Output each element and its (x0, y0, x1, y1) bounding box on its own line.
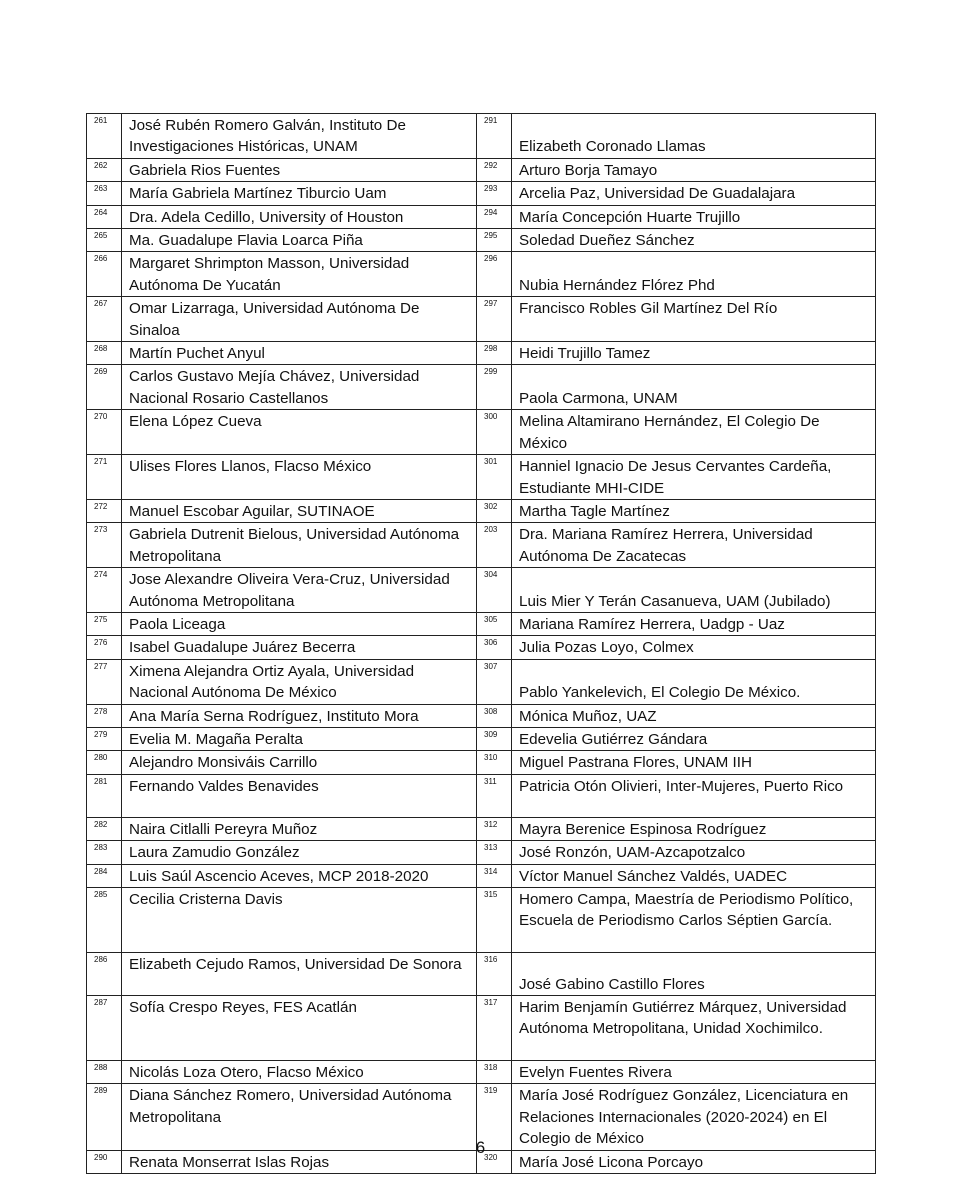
signatory-name-text: Martín Puchet Anyul (129, 345, 265, 363)
signatory-name-text: Nubia Hernández Flórez Phd (519, 276, 715, 294)
signatory-name-text: Francisco Robles Gil Martínez Del Río (519, 300, 778, 318)
signatory-number-text: 287 (94, 998, 108, 1007)
signatory-name (512, 774, 876, 817)
table-row (87, 841, 876, 864)
signatory-number-text: 317 (484, 998, 498, 1007)
signatories-table-body (87, 114, 876, 1174)
signatory-number (477, 953, 512, 996)
table-row (87, 1061, 876, 1084)
signatory-name (122, 158, 477, 181)
signatory-number-text: 278 (94, 706, 108, 716)
signatory-number-text: 320 (484, 1152, 498, 1162)
signatory-number (477, 410, 512, 455)
signatory-number (477, 864, 512, 887)
signatory-name (122, 659, 477, 704)
signatory-name (512, 612, 876, 635)
signatory-name (122, 817, 477, 840)
signatory-number (477, 342, 512, 365)
table-row (87, 365, 876, 410)
table-row (87, 229, 876, 252)
signatory-number (87, 205, 122, 228)
signatory-number (87, 704, 122, 727)
signatory-number-text: 298 (484, 344, 498, 354)
signatory-name-text: Dra. Adela Cedillo, University of Houston (129, 208, 404, 226)
signatory-number-text: 296 (484, 254, 498, 264)
signatory-number (477, 841, 512, 864)
table-row (87, 205, 876, 228)
table-row (87, 817, 876, 840)
table-row (87, 410, 876, 455)
signatory-number (477, 751, 512, 774)
signatory-name-text: Evelia M. Magaña Peralta (129, 730, 303, 748)
signatory-number-text: 276 (94, 638, 108, 648)
signatory-number-text: 310 (484, 753, 498, 763)
signatory-name-text: Martha Tagle Martínez (519, 502, 670, 520)
signatory-name (512, 182, 876, 205)
signatory-name-text: Cecilia Cristerna Davis (129, 891, 283, 908)
signatory-name-text: Alejandro Monsiváis Carrillo (129, 754, 318, 772)
signatory-name-text: Luis Mier Y Terán Casanueva, UAM (Jubilado) (519, 592, 831, 610)
signatory-number-text: 280 (94, 753, 108, 763)
signatory-name-text: Elizabeth Coronado Llamas (519, 138, 706, 156)
signatory-name (512, 636, 876, 659)
signatory-number-text: 265 (94, 231, 108, 241)
signatory-number-text: 301 (484, 457, 498, 467)
signatory-name-text: Arcelia Paz, Universidad De Guadalajara (519, 185, 796, 203)
signatory-number-text: 289 (94, 1086, 108, 1096)
signatory-name-text: Víctor Manuel Sánchez Valdés, UADEC (519, 867, 788, 885)
signatory-name-text: Isabel Guadalupe Juárez Becerra (129, 639, 356, 657)
table-row (87, 888, 876, 953)
signatory-number (477, 659, 512, 704)
signatory-number (87, 410, 122, 455)
signatory-name (122, 727, 477, 750)
signatory-name-text: Naira Citlalli Pereyra Muñoz (129, 820, 318, 838)
signatory-number (87, 636, 122, 659)
signatory-name-text: Luis Saúl Ascencio Aceves, MCP 2018-2020 (129, 867, 429, 885)
signatory-number-text: 203 (484, 525, 498, 535)
signatory-number-text: 264 (94, 207, 108, 217)
table-row (87, 636, 876, 659)
signatory-number (477, 1061, 512, 1084)
signatory-number (87, 252, 122, 297)
signatory-number-text: 262 (94, 160, 108, 170)
signatory-number-text: 263 (94, 184, 108, 194)
signatory-number (87, 996, 122, 1061)
signatory-number (477, 888, 512, 953)
signatory-number-text: 274 (94, 570, 108, 580)
signatory-number (87, 455, 122, 500)
signatory-number (477, 636, 512, 659)
signatory-number-text: 311 (484, 776, 497, 786)
signatory-number (87, 158, 122, 181)
signatory-number (477, 774, 512, 817)
signatory-name (512, 704, 876, 727)
table-row (87, 499, 876, 522)
table-row (87, 297, 876, 342)
signatory-name (122, 1061, 477, 1084)
signatory-name (512, 727, 876, 750)
table-row (87, 704, 876, 727)
signatory-name-text: Carlos Gustavo Mejía Chávez, Universidad Nacional Rosario Castellanos (129, 368, 420, 407)
signatory-name (512, 817, 876, 840)
signatory-number-text: 268 (94, 344, 108, 354)
signatory-name (122, 841, 477, 864)
signatory-name-text: José Rubén Romero Galván, Instituto De Investigaciones Históricas, UNAM (129, 117, 406, 156)
signatory-number-text: 285 (94, 890, 108, 899)
signatory-name-text: Heidi Trujillo Tamez (519, 345, 651, 363)
signatory-name (512, 659, 876, 704)
table-row (87, 455, 876, 500)
signatory-name (512, 953, 876, 996)
signatory-number (477, 996, 512, 1061)
signatory-name-text: Paola Carmona, UNAM (519, 389, 678, 407)
signatory-number (87, 297, 122, 342)
signatory-number-text: 293 (484, 184, 498, 194)
signatory-number (477, 523, 512, 568)
signatory-number-text: 284 (94, 866, 108, 876)
signatory-number-text: 269 (94, 367, 108, 377)
signatory-number-text: 279 (94, 729, 108, 739)
table-row (87, 751, 876, 774)
signatory-number-text: 312 (484, 819, 498, 829)
signatory-name (512, 205, 876, 228)
signatory-number (477, 229, 512, 252)
table-row (87, 659, 876, 704)
signatory-name (122, 996, 477, 1061)
table-row (87, 114, 876, 159)
signatory-number-text: 277 (94, 661, 108, 671)
signatory-number (87, 114, 122, 159)
signatory-name (122, 229, 477, 252)
table-row (87, 523, 876, 568)
signatory-number (87, 751, 122, 774)
signatory-name (122, 342, 477, 365)
signatory-name-text: Ma. Guadalupe Flavia Loarca Piña (129, 232, 363, 250)
signatory-number-text: 288 (94, 1063, 108, 1072)
signatory-name (512, 410, 876, 455)
signatory-name-text: Miguel Pastrana Flores, UNAM IIH (519, 754, 752, 772)
signatory-number (87, 817, 122, 840)
signatory-number (87, 182, 122, 205)
signatory-name (512, 252, 876, 297)
signatory-number-text: 308 (484, 706, 498, 716)
signatory-number-text: 275 (94, 614, 108, 624)
signatory-name-text: Fernando Valdes Benavides (129, 777, 319, 795)
signatory-name (122, 636, 477, 659)
signatory-number (87, 499, 122, 522)
signatory-name (512, 455, 876, 500)
signatory-name (512, 499, 876, 522)
signatory-name (122, 182, 477, 205)
signatory-number (87, 953, 122, 996)
signatory-number-text: 300 (484, 412, 498, 422)
signatory-number-text: 272 (94, 501, 108, 511)
signatory-number (87, 229, 122, 252)
signatory-number-text: 314 (484, 866, 498, 876)
signatory-number (477, 612, 512, 635)
signatory-name (122, 864, 477, 887)
signatory-name (122, 888, 477, 953)
signatory-number-text: 316 (484, 955, 498, 964)
signatory-number (87, 774, 122, 817)
signatory-name-text: Jose Alexandre Oliveira Vera-Cruz, Universidad Autónoma Metropolitana (129, 571, 450, 610)
table-row (87, 864, 876, 887)
signatory-number-text: 297 (484, 299, 498, 309)
signatory-name-text: José Ronzón, UAM-Azcapotzalco (519, 844, 746, 862)
signatory-name (122, 774, 477, 817)
signatory-name-text: María Concepción Huarte Trujillo (519, 208, 741, 226)
signatory-number-text: 270 (94, 412, 108, 422)
table-row (87, 953, 876, 996)
signatory-number-text: 273 (94, 525, 108, 535)
signatory-name (122, 297, 477, 342)
signatory-name (122, 612, 477, 635)
signatory-number-text: 283 (94, 843, 108, 853)
signatory-number-text: 261 (94, 116, 108, 125)
signatory-name-text: Evelyn Fuentes Rivera (519, 1064, 672, 1081)
signatory-number-text: 294 (484, 207, 498, 217)
signatory-number-text: 292 (484, 160, 498, 170)
signatory-name (122, 953, 477, 996)
signatory-number (87, 523, 122, 568)
table-row (87, 996, 876, 1061)
table-row (87, 568, 876, 613)
signatory-name (512, 888, 876, 953)
signatory-name (512, 365, 876, 410)
signatory-number (87, 342, 122, 365)
signatory-number (477, 297, 512, 342)
signatory-number-text: 271 (94, 457, 108, 467)
signatory-number-text: 318 (484, 1063, 498, 1072)
signatory-name-text: Arturo Borja Tamayo (519, 161, 658, 179)
signatory-number-text: 309 (484, 729, 498, 739)
signatory-number (87, 864, 122, 887)
signatory-number (477, 182, 512, 205)
signatory-number (477, 365, 512, 410)
signatory-number-text: 286 (94, 955, 108, 964)
signatory-number (477, 114, 512, 159)
table-row (87, 612, 876, 635)
signatory-name-text: Gabriela Rios Fuentes (129, 161, 281, 179)
signatory-name (122, 704, 477, 727)
signatory-name (512, 568, 876, 613)
signatory-name-text: Soledad Dueñez Sánchez (519, 232, 695, 250)
signatory-name (122, 410, 477, 455)
signatory-name (512, 751, 876, 774)
signatory-number (477, 455, 512, 500)
signatory-number (87, 841, 122, 864)
signatory-name-text: Harim Benjamín Gutiérrez Márquez, Universidad Autónoma Metropolitana, Unidad Xochimilco. (519, 999, 847, 1038)
table-row (87, 727, 876, 750)
signatory-name (512, 996, 876, 1061)
signatory-name (512, 342, 876, 365)
signatory-name (512, 1061, 876, 1084)
signatory-name-text: Laura Zamudio González (129, 844, 300, 862)
signatory-name-text: Ana María Serna Rodríguez, Instituto Mora (129, 707, 419, 725)
signatory-name-text: Ximena Alejandra Ortiz Ayala, Universidad Nacional Autónoma De México (129, 662, 415, 702)
table-row (87, 774, 876, 817)
signatory-number-text: 302 (484, 501, 498, 511)
signatory-number (87, 365, 122, 410)
signatory-number-text: 282 (94, 819, 108, 829)
signatory-name (512, 864, 876, 887)
signatory-name (122, 455, 477, 500)
signatory-name-text: Paola Liceaga (129, 615, 226, 633)
signatory-number-text: 307 (484, 661, 498, 671)
signatory-name (122, 751, 477, 774)
signatory-name (512, 523, 876, 568)
signatory-name-text: Renata Monserrat Islas Rojas (129, 1153, 330, 1171)
signatory-name-text: Mayra Berenice Espinosa Rodríguez (519, 820, 767, 838)
signatory-name-text: Melina Altamirano Hernández, El Colegio De México (519, 413, 820, 452)
signatory-number-text: 306 (484, 638, 498, 648)
signatory-name (512, 297, 876, 342)
signatory-number (477, 704, 512, 727)
signatory-number (477, 499, 512, 522)
table-row (87, 342, 876, 365)
signatory-number (87, 568, 122, 613)
signatory-number-text: 295 (484, 231, 498, 241)
signatory-number (87, 888, 122, 953)
signatory-name-text: Hanniel Ignacio De Jesus Cervantes Cardeña, Estudiante MHI-CIDE (519, 458, 832, 497)
signatory-number (477, 158, 512, 181)
signatory-name-text: María Gabriela Martínez Tiburcio Uam (129, 185, 387, 203)
signatory-name (122, 568, 477, 613)
signatory-name-text: Julia Pozas Loyo, Colmex (519, 639, 694, 657)
signatory-name-text: Nicolás Loza Otero, Flacso México (129, 1064, 364, 1081)
signatory-name-text: Dra. Mariana Ramírez Herrera, Universidad Autónoma De Zacatecas (519, 526, 813, 565)
signatory-name-text: Sofía Crespo Reyes, FES Acatlán (129, 999, 357, 1016)
signatory-name-text: Pablo Yankelevich, El Colegio De México. (519, 684, 801, 702)
signatory-name-text: Mónica Muñoz, UAZ (519, 707, 657, 725)
signatory-name-text: Edevelia Gutiérrez Gándara (519, 730, 708, 748)
signatory-name (122, 252, 477, 297)
signatory-name-text: Omar Lizarraga, Universidad Autónoma De Sinaloa (129, 300, 420, 339)
signatory-number-text: 291 (484, 116, 498, 125)
signatory-name-text: Mariana Ramírez Herrera, Uadgp - Uaz (519, 615, 785, 633)
signatory-number-text: 305 (484, 614, 498, 624)
signatory-name-text: Manuel Escobar Aguilar, SUTINAOE (129, 502, 375, 520)
signatory-number-text: 290 (94, 1152, 108, 1162)
signatory-number-text: 266 (94, 254, 108, 264)
table-row (87, 182, 876, 205)
signatory-number (87, 659, 122, 704)
signatory-name-text: Elizabeth Cejudo Ramos, Universidad De Sonora (129, 956, 462, 973)
signatory-number-text: 281 (94, 776, 108, 786)
signatory-name (512, 841, 876, 864)
signatory-name-text: Patricia Otón Olivieri, Inter-Mujeres, Puerto Rico (519, 777, 844, 795)
signatory-name-text: José Gabino Castillo Flores (519, 975, 705, 993)
signatory-number (477, 205, 512, 228)
signatory-name (512, 229, 876, 252)
signatory-number (87, 727, 122, 750)
signatory-name (512, 114, 876, 159)
signatory-name (122, 523, 477, 568)
signatory-name-text: María José Rodríguez González, Licenciatura en Relaciones Internacionales (2020-2024) en El Colegio de México (519, 1087, 849, 1148)
signatory-name-text: Margaret Shrimpton Masson, Universidad Autónoma De Yucatán (129, 255, 410, 294)
signatory-number (87, 612, 122, 635)
signatory-name (122, 365, 477, 410)
signatory-number-text: 304 (484, 570, 498, 580)
page-number: 6 (475, 1138, 486, 1157)
signatory-name-text: Homero Campa, Maestría de Periodismo Político, Escuela de Periodismo Carlos Séptien García. (519, 891, 854, 930)
table-row (87, 158, 876, 181)
signatory-name-text: Diana Sánchez Romero, Universidad Autónoma Metropolitana (129, 1087, 452, 1126)
signatory-name-text: María José Licona Porcayo (519, 1153, 704, 1171)
signatory-number-text: 267 (94, 299, 108, 309)
signatories-table (86, 113, 876, 1174)
signatory-name (122, 499, 477, 522)
table-row (87, 252, 876, 297)
signatory-name-text: Elena López Cueva (129, 413, 262, 431)
signatory-name (512, 158, 876, 181)
signatory-name-text: Ulises Flores Llanos, Flacso México (129, 458, 372, 476)
signatory-number-text: 313 (484, 843, 498, 853)
signatory-name (122, 114, 477, 159)
signatory-number-text: 299 (484, 367, 498, 377)
signatory-number-text: 319 (484, 1086, 498, 1096)
signatory-name (122, 205, 477, 228)
signatory-number (477, 817, 512, 840)
signatory-number (477, 727, 512, 750)
signatory-number-text: 315 (484, 890, 498, 899)
signatory-number (477, 252, 512, 297)
signatory-number (87, 1061, 122, 1084)
signatory-number (477, 568, 512, 613)
signatory-name-text: Gabriela Dutrenit Bielous, Universidad Autónoma Metropolitana (129, 526, 460, 565)
